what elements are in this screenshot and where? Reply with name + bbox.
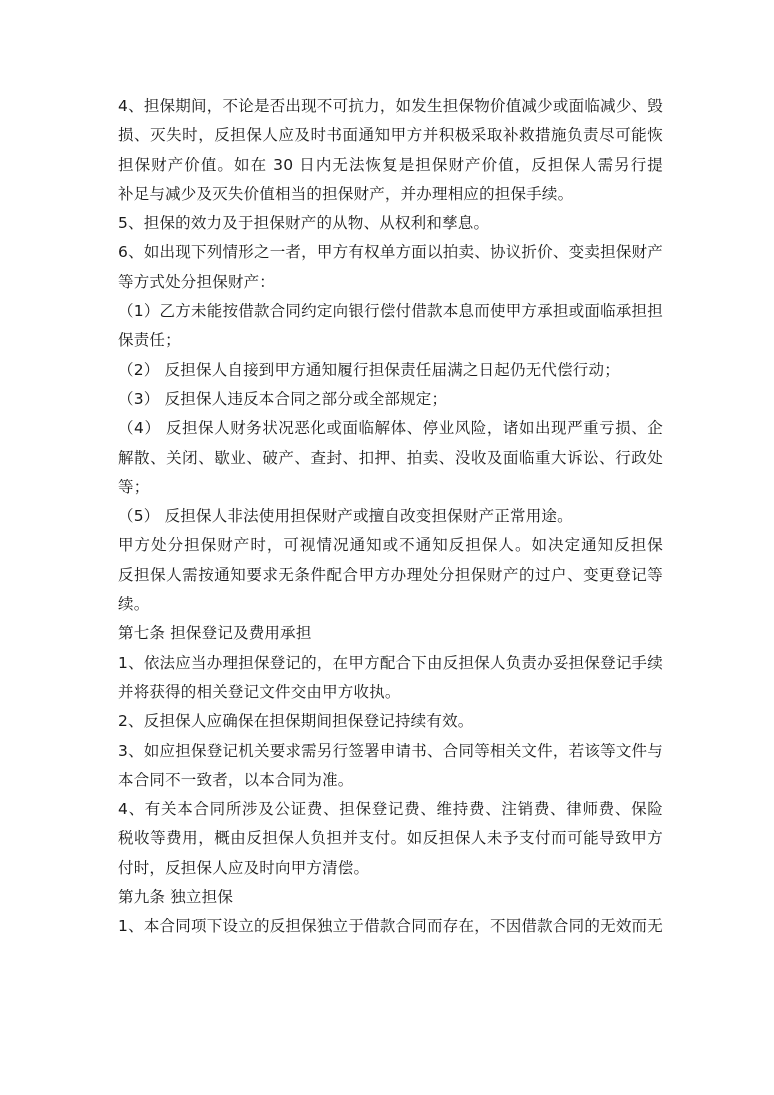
text-line: 4、有关本合同所涉及公证费、担保登记费、维持费、注销费、律师费、保险 [118, 800, 663, 819]
text-line: 损、灭失时，反担保人应及时书面通知甲方并积极采取补救措施负责尽可能恢 [118, 126, 663, 145]
text-line: 1、本合同项下设立的反担保独立于借款合同而存在，不因借款合同的无效而无 [118, 917, 663, 936]
text-line: 3、如应担保登记机关要求需另行签署申请书、合同等相关文件，若该等文件与 [118, 741, 663, 760]
text-line: （4） 反担保人财务状况恶化或面临解体、停业风险，诸如出现严重亏损、企 [118, 419, 663, 438]
section-heading: 第七条 担保登记及费用承担 [118, 624, 312, 643]
document-body [118, 92, 663, 942]
text-line: 解散、关闭、歇业、破产、查封、扣押、拍卖、没收及面临重大诉讼、行政处 [118, 448, 663, 467]
text-line: 担保财产价值。如在 30 日内无法恢复是担保财产价值，反担保人需另行提 [118, 155, 663, 174]
text-line: 保责任； [118, 331, 181, 350]
text-line: 4、担保期间，不论是否出现不可抗力，如发生担保物价值减少或面临减少、毁 [118, 97, 663, 115]
text-line: 6、如出现下列情形之一者，甲方有权单方面以拍卖、协议折价、变卖担保财产 [118, 243, 663, 262]
section-heading: 第九条 独立担保 [118, 888, 234, 907]
text-line: 并将获得的相关登记文件交由甲方收执。 [118, 682, 401, 701]
text-line: 续。 [118, 595, 150, 614]
text-line: 甲方处分担保财产时，可视情况通知或不通知反担保人。如决定通知反担保 [118, 536, 663, 555]
text-line: 5、担保的效力及于担保财产的从物、从权利和孳息。 [118, 214, 490, 233]
text-line: 等； [118, 477, 150, 496]
text-line: 税收等费用，概由反担保人负担并支付。如反担保人未予支付而可能导致甲方 [118, 829, 663, 848]
text-line: 反担保人需按通知要求无条件配合甲方办理处分担保财产的过户、变更登记等 [118, 565, 663, 584]
text-line: （5） 反担保人非法使用担保财产或擅自改变担保财产正常用途。 [118, 507, 573, 526]
text-line: （3） 反担保人违反本合同之部分或全部规定； [118, 389, 448, 408]
text-line: 2、反担保人应确保在担保期间担保登记持续有效。 [118, 712, 474, 731]
text-line: （2） 反担保人自接到甲方通知履行担保责任届满之日起仍无代偿行动； [118, 360, 620, 379]
text-line: （1）乙方未能按借款合同约定向银行偿付借款本息而使甲方承担或面临承担担 [118, 302, 663, 321]
text-line: 本合同不一致者，以本合同为准。 [118, 770, 354, 789]
text-line: 付时，反担保人应及时向甲方清偿。 [118, 858, 370, 877]
text-line: 补足与减少及灭失价值相当的担保财产，并办理相应的担保手续。 [118, 184, 574, 203]
text-line: 1、依法应当办理担保登记的，在甲方配合下由反担保人负责办妥担保登记手续 [118, 653, 663, 672]
text-line: 等方式处分担保财产： [118, 272, 276, 291]
